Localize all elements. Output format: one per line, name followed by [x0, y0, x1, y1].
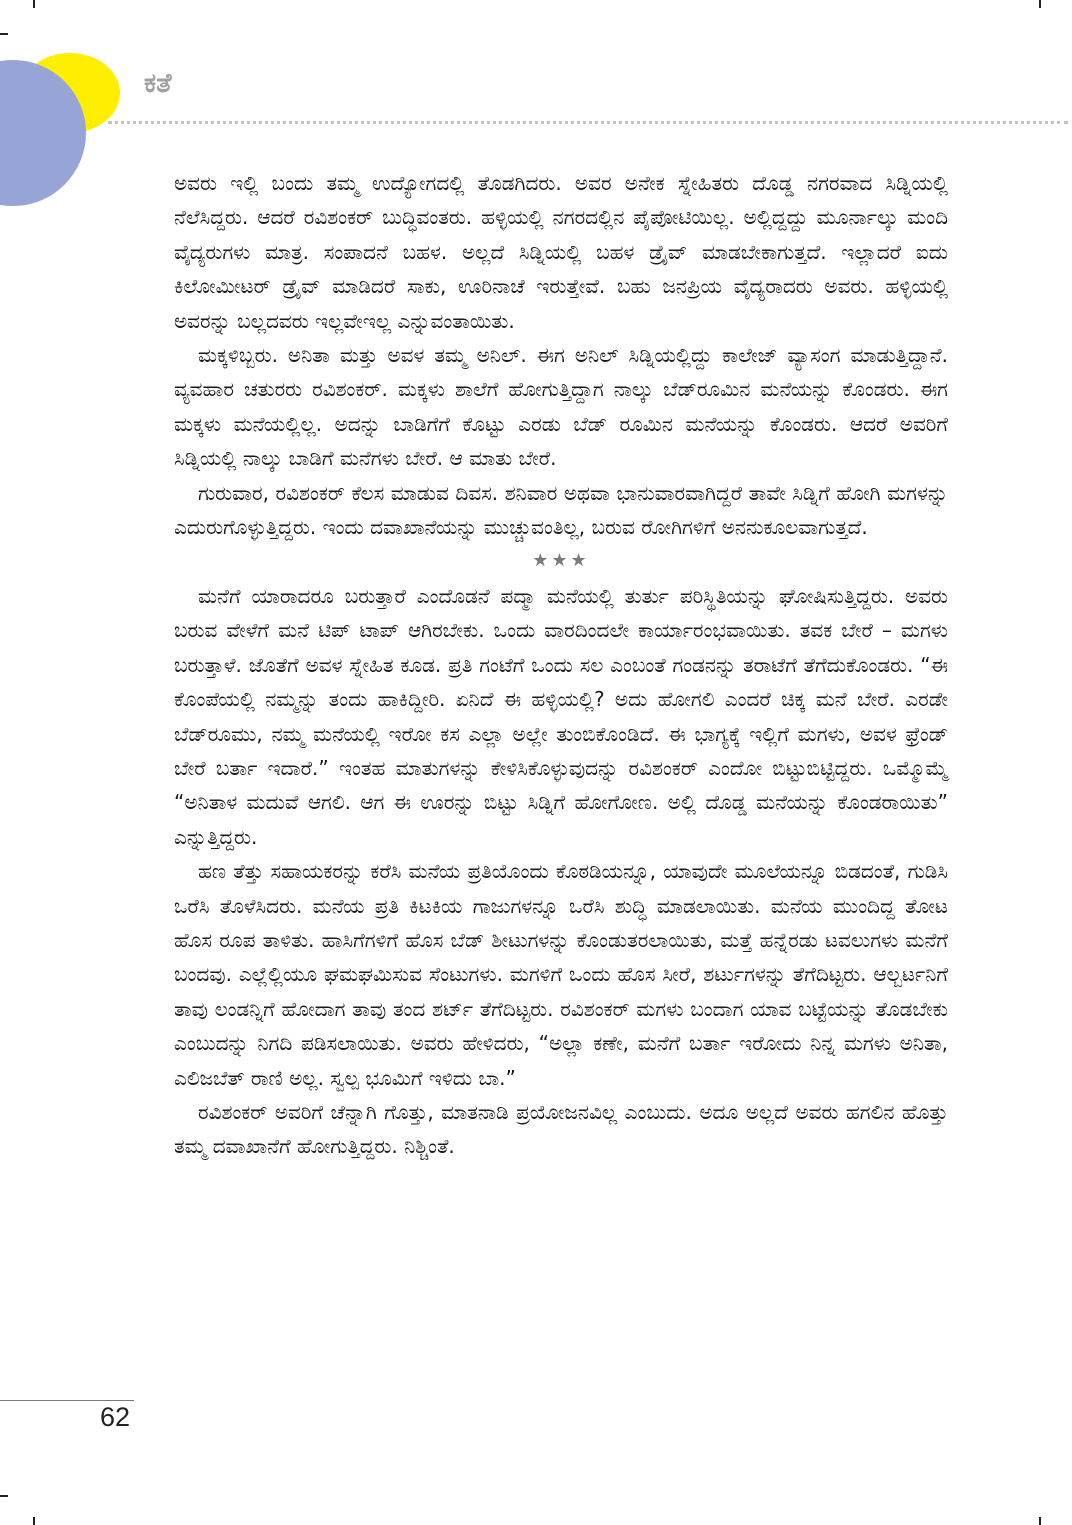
- crop-mark-top-right: [1039, 0, 1041, 8]
- section-title: ಕತೆ: [144, 68, 172, 99]
- paragraph: ಅವರು ಇಲ್ಲಿ ಬಂದು ತಮ್ಮ ಉದ್ಯೋಗದಲ್ಲಿ ತೊಡಗಿದರು. ಅವರ ಅನೇಕ ಸ್ನೇಹಿತರು ದೊಡ್ಡ ನಗರವಾದ ಸಿಡ್ನಿಯಲ್ಲಿ ನೆಲೆಸಿದ್ದರು. ಆದರೆ ರವಿಶಂಕರ್ ಬುದ್ಧಿವಂತರು. ಹಳ್ಳಿಯಲ್ಲಿ ನಗರದಲ್ಲಿನ ಪೈಪೋಟಿಯಿಲ್ಲ. ಅಲ್ಲಿದ್ದದ್ದು ಮೂರ್ನಾಲ್ಕು ಮಂದಿ ವೈದ್ಯರುಗಳು ಮಾತ್ರ. ಸಂಪಾದನೆ ಬಹಳ. ಅಲ್ಲದೆ ಸಿಡ್ನಿಯಲ್ಲಿ ಬಹಳ ಡ್ರೈವ್ ಮಾಡಬೇಕಾಗುತ್ತದೆ. ಇಲ್ಲಾದರೆ ಐದು ಕಿಲೋಮೀಟರ್ ಡ್ರೈವ್ ಮಾಡಿದರೆ ಸಾಕು, ಊರಿನಾಚೆ ಇರುತ್ತೇವೆ. ಬಹು ಜನಪ್ರಿಯ ವೈದ್ಯರಾದರು ಅವರು. ಹಳ್ಳಿಯಲ್ಲಿ ಅವರನ್ನು ಬಲ್ಲದವರು ಇಲ್ಲವೇಇಲ್ಲ ಎನ್ನುವಂತಾಯಿತು.: [174, 171, 948, 333]
- header-dotted-rule: [108, 121, 1068, 124]
- paragraph: ರವಿಶಂಕರ್ ಅವರಿಗೆ ಚೆನ್ನಾಗಿ ಗೊತ್ತು, ಮಾತನಾಡಿ ಪ್ರಯೋಜನವಿಲ್ಲ ಎಂಬುದು. ಅದೂ ಅಲ್ಲದೆ ಅವರು ಹಗಲಿನ ಹೊತ್ತು ತಮ್ಮ ದವಾಖಾನೆಗೆ ಹೋಗುತ್ತಿದ್ದರು. ನಿಶ್ಚಿಂತೆ.: [174, 1099, 948, 1159]
- crop-mark-left-top: [0, 33, 8, 35]
- story-body: [174, 166, 948, 1164]
- crop-mark-top-left: [33, 0, 35, 8]
- crop-mark-bottom-left: [33, 1517, 35, 1525]
- paragraph: ಗುರುವಾರ, ರವಿಶಂಕರ್ ಕೆಲಸ ಮಾಡುವ ದಿವಸ. ಶನಿವಾರ ಅಥವಾ ಭಾನುವಾರವಾಗಿದ್ದರೆ ತಾವೇ ಸಿಡ್ನಿಗೆ ಹೋಗಿ ಮಗಳನ್ನು ಎದುರುಗೊಳ್ಳುತ್ತಿದ್ದರು. ಇಂದು ದವಾಖಾನೆಯನ್ನು ಮುಚ್ಚುವಂತಿಲ್ಲ, ಬರುವ ರೋಗಿಗಳಿಗೆ ಅನನುಕೂಲವಾಗುತ್ತದೆ.: [174, 480, 948, 540]
- crop-mark-bottom-right: [1039, 1517, 1041, 1525]
- paragraph: ಹಣ ತೆತ್ತು ಸಹಾಯಕರನ್ನು ಕರೆಸಿ ಮನೆಯ ಪ್ರತಿಯೊಂದು ಕೊಠಡಿಯನ್ನೂ, ಯಾವುದೇ ಮೂಲೆಯನ್ನೂ ಬಿಡದಂತೆ, ಗುಡಿಸಿ ಒರೆಸಿ ತೊಳೆಸಿದರು. ಮನೆಯ ಪ್ರತಿ ಕಿಟಕಿಯ ಗಾಜುಗಳನ್ನೂ ಒರೆಸಿ ಶುದ್ಧಿ ಮಾಡಲಾಯಿತು. ಮನೆಯ ಮುಂದಿದ್ದ ತೋಟ ಹೊಸ ರೂಪ ತಾಳಿತು. ಹಾಸಿಗೆಗಳಿಗೆ ಹೊಸ ಬೆಡ್ ಶೀಟುಗಳನ್ನು ಕೊಂಡುತರಲಾಯಿತು, ಮತ್ತೆ ಹನ್ನೆರಡು ಟವಲುಗಳು ಮನೆಗೆ ಬಂದವು. ಎಲ್ಲೆಲ್ಲಿಯೂ ಘಮಘಮಿಸುವ ಸೆಂಟುಗಳು. ಮಗಳಿಗೆ ಒಂದು ಹೊಸ ಸೀರೆ, ಶರ್ಟುಗಳನ್ನು ತೆಗೆದಿಟ್ಟರು. ಆಲ್ಬರ್ಟನಿಗೆ ತಾವು ಲಂಡನ್ನಿಗೆ ಹೋದಾಗ ತಾವು ತಂದ ಶರ್ಟ್ ತೆಗೆದಿಟ್ಟರು. ರವಿಶಂಕರ್ ಮಗಳು ಬಂದಾಗ ಯಾವ ಬಟ್ಟೆಯನ್ನು ತೊಡಬೇಕು ಎಂಬುದನ್ನು ನಿಗದಿ ಪಡಿಸಲಾಯಿತು. ಅವರು ಹೇಳಿದರು, “ಅಲ್ಲಾ ಕಣೇ, ಮನೆಗೆ ಬರ್ತಾ ಇರೋದು ನಿನ್ನ ಮಗಳು ಅನಿತಾ, ಎಲಿಜಬೆತ್ ರಾಣಿ ಅಲ್ಲ. ಸ್ವಲ್ಪ ಭೂಮಿಗೆ ಇಳಿದು ಬಾ.”: [174, 859, 948, 1090]
- section-separator: ★★★: [532, 550, 590, 572]
- footer-rule: [0, 1400, 134, 1401]
- paragraph: ಮಕ್ಕಳಿಬ್ಬರು. ಅನಿತಾ ಮತ್ತು ಅವಳ ತಮ್ಮ ಅನಿಲ್. ಈಗ ಅನಿಲ್ ಸಿಡ್ನಿಯಲ್ಲಿದ್ದು ಕಾಲೇಜ್ ವ್ಯಾಸಂಗ ಮಾಡುತ್ತಿದ್ದಾನೆ. ವ್ಯವಹಾರ ಚತುರರು ರವಿಶಂಕರ್. ಮಕ್ಕಳು ಶಾಲೆಗೆ ಹೋಗುತ್ತಿದ್ದಾಗ ನಾಲ್ಕು ಬೆಡ್‌ರೂಮಿನ ಮನೆಯನ್ನು ಕೊಂಡರು. ಈಗ ಮಕ್ಕಳು ಮನೆಯಲ್ಲಿಲ್ಲ. ಅದನ್ನು ಬಾಡಿಗೆಗೆ ಕೊಟ್ಟು ಎರಡು ಬೆಡ್ ರೂಮಿನ ಮನೆಯನ್ನು ಕೊಂಡರು. ಆದರೆ ಅವರಿಗೆ ಸಿಡ್ನಿಯಲ್ಲಿ ನಾಲ್ಕು ಬಾಡಿಗೆ ಮನೆಗಳು ಬೇರೆ. ಆ ಮಾತು ಬೇರೆ.: [174, 343, 948, 471]
- page-number: 62: [100, 1402, 131, 1432]
- paragraph: ಮನೆಗೆ ಯಾರಾದರೂ ಬರುತ್ತಾರೆ ಎಂದೊಡನೆ ಪದ್ಮಾ ಮನೆಯಲ್ಲಿ ತುರ್ತು ಪರಿಸ್ಥಿತಿಯನ್ನು ಘೋಷಿಸುತ್ತಿದ್ದರು. ಅವರು ಬರುವ ವೇಳೆಗೆ ಮನೆ ಟಿಪ್ ಟಾಪ್ ಆಗಿರಬೇಕು. ಒಂದು ವಾರದಿಂದಲೇ ಕಾರ್ಯಾರಂಭವಾಯಿತು. ತವಕ ಬೇರೆ – ಮಗಳು ಬರುತ್ತಾಳೆ. ಜೊತೆಗೆ ಅವಳ ಸ್ನೇಹಿತ ಕೂಡ. ಪ್ರತಿ ಗಂಟೆಗೆ ಒಂದು ಸಲ ಎಂಬಂತೆ ಗಂಡನನ್ನು ತರಾಟೆಗೆ ತೆಗೆದುಕೊಂಡರು. “ಈ ಕೊಂಪೆಯಲ್ಲಿ ನಮ್ಮನ್ನು ತಂದು ಹಾಕಿದ್ದೀರಿ. ಏನಿದೆ ಈ ಹಳ್ಳಿಯಲ್ಲಿ? ಅದು ಹೋಗಲಿ ಎಂದರೆ ಚಿಕ್ಕ ಮನೆ ಬೇರೆ. ಎರಡೇ ಬೆಡ್‌ರೂಮು, ನಮ್ಮ ಮನೆಯಲ್ಲಿ ಇರೋ ಕಸ ಎಲ್ಲಾ ಅಲ್ಲೇ ತುಂಬಿಕೊಂಡಿದೆ. ಈ ಭಾಗ್ಯಕ್ಕೆ ಇಲ್ಲಿಗೆ ಮಗಳು, ಅವಳ ಫ್ರೆಂಡ್ ಬೇರೆ ಬರ್ತಾ ಇದಾರೆ.” ಇಂತಹ ಮಾತುಗಳನ್ನು ಕೇಳಿಸಿಕೊಳ್ಳುವುದನ್ನು ರವಿಶಂಕರ್ ಎಂದೋ ಬಿಟ್ಟುಬಿಟ್ಟಿದ್ದರು. ಒಮ್ಮೊಮ್ಮೆ “ಅನಿತಾಳ ಮದುವೆ ಆಗಲಿ. ಆಗ ಈ ಊರನ್ನು ಬಿಟ್ಟು ಸಿಡ್ನಿಗೆ ಹೋಗೋಣ. ಅಲ್ಲಿ ದೊಡ್ಡ ಮನೆಯನ್ನು ಕೊಂಡರಾಯಿತು” ಎನ್ನುತ್ತಿದ್ದರು.: [174, 583, 948, 849]
- crop-mark-left-bottom: [0, 1495, 8, 1497]
